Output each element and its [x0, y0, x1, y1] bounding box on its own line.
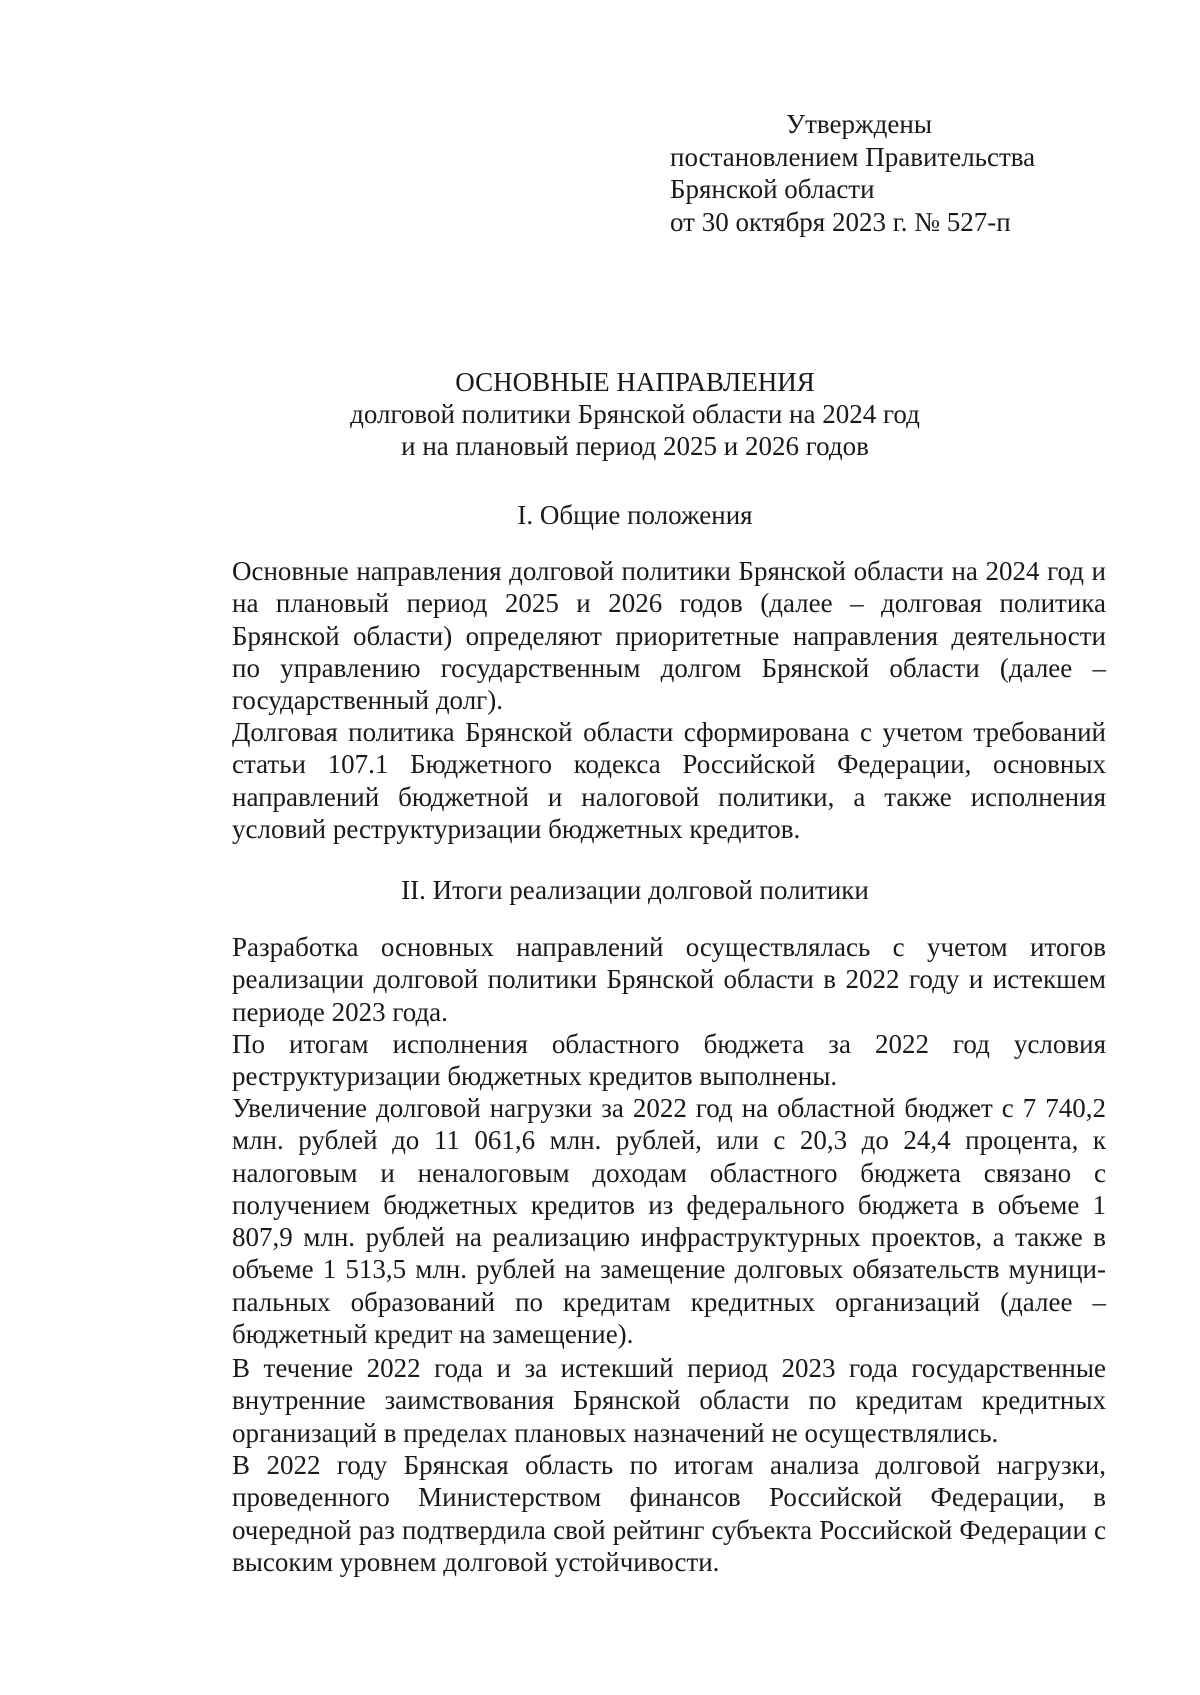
section-1-heading: I. Общие положения — [517, 500, 753, 530]
approval-stamp-block — [670, 108, 1035, 238]
approval-line-approved: Утверждены — [786, 109, 932, 139]
paragraph-text: Увеличение долговой нагрузки за 2022 год на областной бюджет с 7 740,2 млн. рублей до 11 061,6 млн. рублей, или с 20,3 до 24,4 процента, к налоговым и неналоговым доходам областного бюджета связано с получением бюджетных кредитов из федерального бюджета в объеме 1 807,9 млн. рублей на реализацию инфраструктурных проектов, а также в объеме 1 513,5 млн. рублей на замещение долговых обязательств муниципальных образований по кредитам кредитных организаций (далее – бюджетный кредит на замещение). — [232, 1093, 1106, 1350]
paragraph-text: Разработка основных направлений осуществлялась с учетом итогов реализации долговой политики Брянской области в 2022 году и истекшем периоде 2023 года. — [232, 932, 1106, 1027]
section-1-paragraph-1 — [162, 555, 1106, 716]
section-2-paragraph-2 — [162, 1028, 1106, 1093]
title-line-period: и на плановый период 2025 и 2026 годов — [401, 431, 869, 461]
paragraph-text: Основные направления долговой политики Брянской области на 2024 год и на плановый период 2025 и 2026 годов (далее – долговая политика Брянской области) определяют приоритетные направления деятельности по управлению государственным долгом Брянской области (далее – государственный долг). — [232, 556, 1106, 716]
paragraph-text: Долговая политика Брянской области сформирована с учетом требований статьи 107.1 Бюджетного кодекса Российской Федерации, основных направлений бюджетной и налоговой политики, а также исполнения условий реструктуризации бюджетных кредитов. — [232, 717, 1106, 844]
approval-line-region: Брянской области — [670, 174, 875, 204]
paragraph-text: По итогам исполнения областного бюджета за 2022 год условия реструктуризации бюджетных кредитов выполнены. — [232, 1029, 1106, 1092]
title-line-subject: долговой политики Брянской области на 2024 год — [350, 399, 920, 429]
paragraph-text: В течение 2022 года и за истекший период 2023 года государственные внутренние заимствования Брянской области по кредитам кредитных организаций в пределах плановых назначений не осуществлялись. — [232, 1353, 1106, 1448]
section-2-paragraph-5 — [162, 1449, 1106, 1578]
document-title — [160, 366, 1110, 462]
approval-line-resolution: постановлением Правительства — [670, 141, 1036, 172]
section-1-paragraph-2 — [162, 716, 1106, 845]
title-line-main: ОСНОВНЫЕ НАПРАВЛЕНИЯ — [455, 367, 815, 397]
section-2-paragraph-3 — [162, 1092, 1106, 1350]
paragraph-text: В 2022 году Брянская область по итогам анализа долговой нагрузки, проведенного Министерством финансов Российской Федерации, в очередной раз подтвердила свой рейтинг субъекта Российской Федерации с высоким уровнем долговой устойчивости. — [232, 1450, 1106, 1577]
section-2-heading: II. Итоги реализации долговой политики — [401, 875, 869, 905]
approval-line-date-number: от 30 октября 2023 г. № 527-п — [670, 206, 1011, 237]
section-2-paragraph-1 — [162, 931, 1106, 1028]
section-2-paragraph-4 — [162, 1352, 1106, 1449]
